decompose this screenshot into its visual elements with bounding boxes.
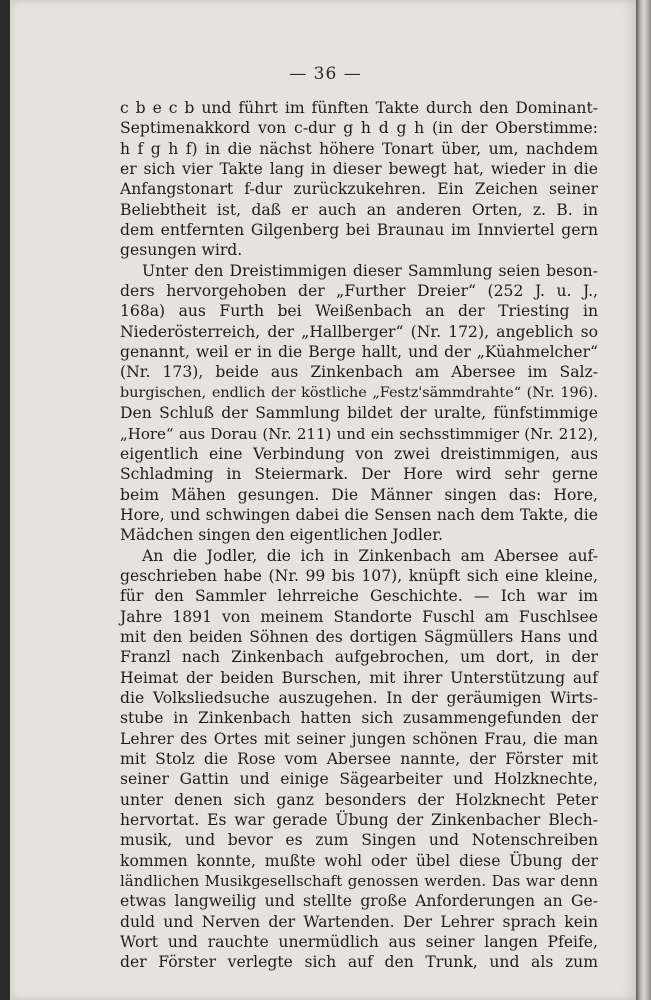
text-line: Anfangstonart f-dur zurückzukehren. Ein Zeichen seiner: [120, 180, 598, 199]
text-line: (Nr. 173), beide aus Zinkenbach am Abersee im Salz-: [120, 363, 598, 382]
body-text: [120, 98, 598, 973]
text-line: stube in Zinkenbach hatten sich zusammengefunden der: [120, 709, 598, 728]
text-line: musik, und bevor es zum Singen und Notenschreiben: [120, 831, 598, 850]
text-line: etwas langweilig und stellte große Anforderungen an Ge-: [120, 892, 598, 911]
text-line: dem entfernten Gilgenberg bei Braunau im Innviertel gern: [120, 221, 598, 240]
text-line: Mädchen singen den eigentlichen Jodler.: [120, 526, 443, 545]
text-line: gesungen wird.: [120, 241, 243, 260]
text-line: c b e c b und führt im fünften Takte durch den Dominant-: [120, 99, 598, 117]
text-line: An die Jodler, die ich in Zinkenbach am Abersee auf-: [142, 546, 598, 565]
text-line: kommen konnte, mußte wohl oder übel diese Übung der: [120, 851, 598, 870]
text-line: die Volksliedsuche auszugehen. In der geräumigen Wirts-: [120, 688, 598, 707]
text-line: Franzl nach Zinkenbach aufgebrochen, um dort, in der: [120, 648, 598, 667]
text-line: Wort und rauchte unermüdlich aus seiner langen Pfeife,: [120, 933, 598, 952]
text-line: mit Stolz die Rose vom Abersee nannte, der Förster mit: [120, 750, 598, 768]
text-line: Niederösterreich, der „Hallberger“ (Nr. 172), angeblich so: [120, 322, 598, 341]
text-line: Unter den Dreistimmigen dieser Sammlung seien beson-: [142, 261, 598, 280]
text-line: Den Schluß der Sammlung bildet der uralte, fünfstimmige: [120, 404, 598, 423]
text-line: ders hervorgehoben der „Further Dreier“ (252 J. u. J.,: [120, 282, 598, 301]
text-line: h f g h f) in die nächst höhere Tonart über, um, nachdem: [120, 139, 598, 158]
text-line: „Hore“ aus Dorau (Nr. 211) und ein sechsstimmiger (Nr. 212),: [120, 424, 598, 443]
text-line: mit den beiden Söhnen des dortigen Sägmüllers Hans und: [120, 627, 598, 646]
text-line: unter denen sich ganz besonders der Holzknecht Peter: [120, 790, 598, 809]
text-line: eigentlich eine Verbindung von zwei dreistimmigen, aus: [120, 444, 598, 463]
text-line: Hore, und schwingen dabei die Sensen nach dem Takte, die: [120, 505, 598, 524]
text-line: ländlichen Musikgesellschaft genossen werden. Das war denn: [120, 872, 598, 891]
text-line: Jahre 1891 von meinem Standorte Fuschl am Fuschlsee: [120, 607, 598, 626]
text-line: der Förster verlegte sich auf den Trunk, und als zum: [120, 953, 598, 972]
text-line: genannt, weil er in die Berge hallt, und der „Küahmelcher“: [120, 343, 598, 362]
text-line: Heimat der beiden Burschen, mit ihrer Unterstützung auf: [120, 668, 598, 687]
text-line: duld und Nerven der Wartenden. Der Lehrer sprach kein: [120, 912, 598, 931]
text-line: Beliebtheit ist, daß er auch an anderen Orten, z. B. in: [120, 200, 598, 219]
page-number: — 36 —: [289, 64, 362, 84]
text-line: 168a) aus Furth bei Weißenbach an der Triesting in: [120, 302, 598, 321]
text-line: geschrieben habe (Nr. 99 bis 107), knüpft sich eine kleine,: [120, 566, 598, 585]
text-line: Septimenakkord von c-dur g h d g h (in der Oberstimme:: [120, 119, 598, 138]
text-line: Schladming in Steiermark. Der Hore wird sehr gerne: [120, 465, 598, 484]
text-line: hervortat. Es war gerade Übung der Zinkenbacher Blech-: [120, 811, 598, 830]
page-edge: [636, 0, 651, 1000]
text-line: seiner Gattin und einige Sägearbeiter und Holzknechte,: [120, 770, 598, 789]
text-line: er sich vier Takte lang in dieser bewegt hat, wieder in die: [120, 160, 598, 179]
text-line: für den Sammler lehrreiche Geschichte. — Ich war im: [120, 587, 598, 606]
text-line: Lehrer des Ortes mit seiner jungen schönen Frau, die man: [120, 729, 598, 748]
text-line: burgischen, endlich der köstliche „Festz'sämmdrahte“ (Nr. 196).: [120, 384, 598, 401]
text-line: beim Mähen gesungen. Die Männer singen das: Hore,: [120, 485, 598, 504]
